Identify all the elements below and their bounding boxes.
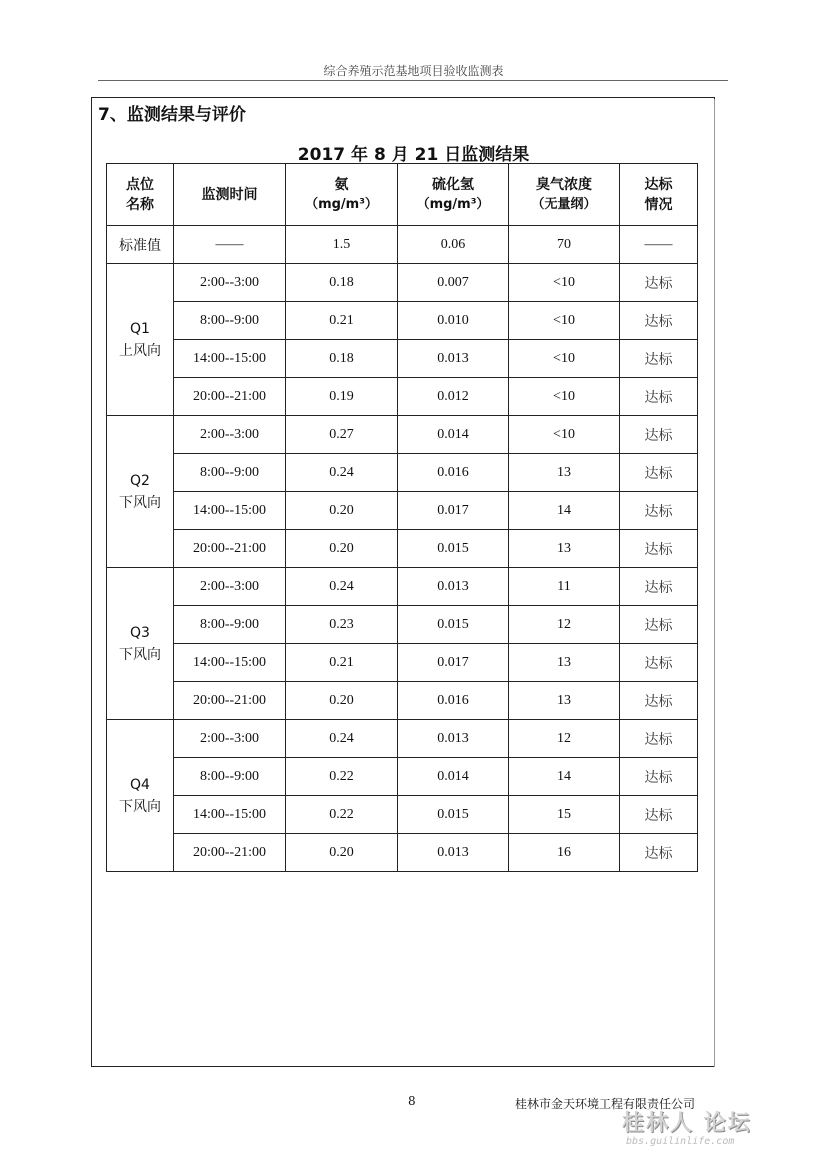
column-header-h2s: [398, 164, 509, 226]
cell-time: 2:00--3:00: [174, 720, 286, 758]
cell-ammonia: 0.18: [286, 340, 398, 378]
cell-ammonia: 0.27: [286, 416, 398, 454]
ammonia-label: 氨: [334, 176, 349, 193]
cell-odor: <10: [509, 340, 620, 378]
column-header-odor: [509, 164, 620, 226]
cell-time: 20:00--21:00: [174, 682, 286, 720]
company-name: 桂林市金天环境工程有限责任公司: [515, 1097, 696, 1111]
cell-status: 达标: [620, 416, 698, 454]
cell-h2s: 0.012: [398, 378, 509, 416]
point-cell: [107, 416, 174, 568]
cell-h2s: 0.013: [398, 340, 509, 378]
point-id: Q3: [130, 624, 150, 641]
frame-shadow: [714, 99, 715, 1067]
table-row: [107, 606, 698, 644]
cell-odor: <10: [509, 416, 620, 454]
cell-ammonia: 0.19: [286, 378, 398, 416]
table-row: [107, 834, 698, 872]
cell-ammonia: 0.22: [286, 758, 398, 796]
cell-status: 达标: [620, 644, 698, 682]
cell-status: 达标: [620, 530, 698, 568]
forum-watermark: [622, 1106, 792, 1156]
standard-ammonia: 1.5: [286, 226, 398, 264]
cell-odor: <10: [509, 302, 620, 340]
cell-ammonia: 0.20: [286, 834, 398, 872]
cell-status: 达标: [620, 302, 698, 340]
cell-ammonia: 0.24: [286, 454, 398, 492]
table-title: 2017 年 8 月 21 日监测结果: [297, 145, 530, 165]
cell-h2s: 0.014: [398, 758, 509, 796]
cell-time: 14:00--15:00: [174, 644, 286, 682]
point-cell: [107, 264, 174, 416]
cell-h2s: 0.015: [398, 530, 509, 568]
cell-odor: 16: [509, 834, 620, 872]
point-direction: 下风向: [119, 798, 161, 815]
column-header-ammonia: [286, 164, 398, 226]
cell-h2s: 0.013: [398, 834, 509, 872]
cell-h2s: 0.017: [398, 644, 509, 682]
cell-time: 8:00--9:00: [174, 758, 286, 796]
cell-odor: 13: [509, 530, 620, 568]
cell-status: 达标: [620, 378, 698, 416]
cell-ammonia: 0.18: [286, 264, 398, 302]
standard-label: 标准值: [107, 226, 174, 264]
cell-odor: <10: [509, 378, 620, 416]
cell-odor: 15: [509, 796, 620, 834]
cell-status: 达标: [620, 606, 698, 644]
standard-odor: 70: [509, 226, 620, 264]
cell-status: 达标: [620, 264, 698, 302]
point-cell: [107, 720, 174, 872]
cell-odor: 11: [509, 568, 620, 606]
column-header-status: 达标 情况: [620, 164, 698, 226]
standard-time: ——: [174, 226, 286, 264]
table-row: [107, 682, 698, 720]
table-row: [107, 302, 698, 340]
cell-time: 8:00--9:00: [174, 302, 286, 340]
column-header-time: 监测时间: [174, 164, 286, 226]
cell-time: 8:00--9:00: [174, 606, 286, 644]
cell-odor: 14: [509, 492, 620, 530]
cell-odor: 13: [509, 682, 620, 720]
cell-time: 20:00--21:00: [174, 530, 286, 568]
standard-h2s: 0.06: [398, 226, 509, 264]
cell-h2s: 0.013: [398, 568, 509, 606]
cell-ammonia: 0.23: [286, 606, 398, 644]
cell-odor: 13: [509, 454, 620, 492]
cell-status: 达标: [620, 796, 698, 834]
cell-odor: 12: [509, 606, 620, 644]
table-row: [107, 758, 698, 796]
cell-status: 达标: [620, 340, 698, 378]
h2s-unit: （mg/m³）: [416, 196, 490, 212]
table-row: [107, 264, 698, 302]
table-row: [107, 378, 698, 416]
section-heading: 7、监测结果与评价: [98, 105, 246, 125]
point-direction: 上风向: [119, 342, 161, 359]
header-divider: [98, 80, 728, 81]
cell-time: 14:00--15:00: [174, 340, 286, 378]
cell-time: 2:00--3:00: [174, 416, 286, 454]
document-header-title: 综合养殖示范基地项目验收监测表: [323, 64, 504, 78]
cell-h2s: 0.016: [398, 682, 509, 720]
table-row: [107, 644, 698, 682]
cell-status: 达标: [620, 682, 698, 720]
table-row: [107, 454, 698, 492]
point-id: Q1: [130, 320, 150, 337]
cell-odor: <10: [509, 264, 620, 302]
cell-h2s: 0.013: [398, 720, 509, 758]
point-direction: 下风向: [119, 494, 161, 511]
standard-status: ——: [620, 226, 698, 264]
cell-time: 20:00--21:00: [174, 378, 286, 416]
cell-ammonia: 0.22: [286, 796, 398, 834]
cell-time: 2:00--3:00: [174, 568, 286, 606]
cell-ammonia: 0.20: [286, 530, 398, 568]
odor-label: 臭气浓度: [536, 176, 592, 193]
point-id: Q2: [130, 472, 150, 489]
cell-status: 达标: [620, 758, 698, 796]
monitoring-results-table: [106, 163, 698, 872]
cell-ammonia: 0.20: [286, 682, 398, 720]
page-number: 8: [408, 1094, 416, 1108]
cell-odor: 14: [509, 758, 620, 796]
cell-ammonia: 0.24: [286, 568, 398, 606]
table-row: [107, 416, 698, 454]
cell-odor: 12: [509, 720, 620, 758]
cell-time: 14:00--15:00: [174, 796, 286, 834]
standard-row: [107, 226, 698, 264]
point-direction: 下风向: [119, 646, 161, 663]
table-row: [107, 568, 698, 606]
cell-status: 达标: [620, 492, 698, 530]
cell-h2s: 0.017: [398, 492, 509, 530]
cell-h2s: 0.014: [398, 416, 509, 454]
point-cell: [107, 568, 174, 720]
watermark-url: bbs.guilinlife.com: [626, 1136, 735, 1147]
h2s-label: 硫化氢: [432, 176, 474, 193]
table-header-row: [107, 164, 698, 226]
table-row: [107, 796, 698, 834]
point-id: Q4: [130, 776, 150, 793]
cell-time: 20:00--21:00: [174, 834, 286, 872]
table-row: [107, 530, 698, 568]
cell-h2s: 0.010: [398, 302, 509, 340]
table-row: [107, 720, 698, 758]
cell-time: 2:00--3:00: [174, 264, 286, 302]
cell-ammonia: 0.20: [286, 492, 398, 530]
cell-h2s: 0.015: [398, 796, 509, 834]
odor-unit: （无量纲）: [531, 196, 597, 212]
column-header-point: 点位 名称: [107, 164, 174, 226]
table-row: [107, 340, 698, 378]
cell-time: 14:00--15:00: [174, 492, 286, 530]
cell-status: 达标: [620, 568, 698, 606]
cell-time: 8:00--9:00: [174, 454, 286, 492]
watermark-title: 桂林人 论坛: [622, 1111, 752, 1136]
cell-ammonia: 0.21: [286, 644, 398, 682]
table-row: [107, 492, 698, 530]
cell-status: 达标: [620, 454, 698, 492]
cell-status: 达标: [620, 834, 698, 872]
cell-h2s: 0.007: [398, 264, 509, 302]
cell-status: 达标: [620, 720, 698, 758]
cell-odor: 13: [509, 644, 620, 682]
cell-ammonia: 0.24: [286, 720, 398, 758]
cell-h2s: 0.015: [398, 606, 509, 644]
ammonia-unit: （mg/m³）: [305, 196, 378, 212]
cell-ammonia: 0.21: [286, 302, 398, 340]
cell-h2s: 0.016: [398, 454, 509, 492]
